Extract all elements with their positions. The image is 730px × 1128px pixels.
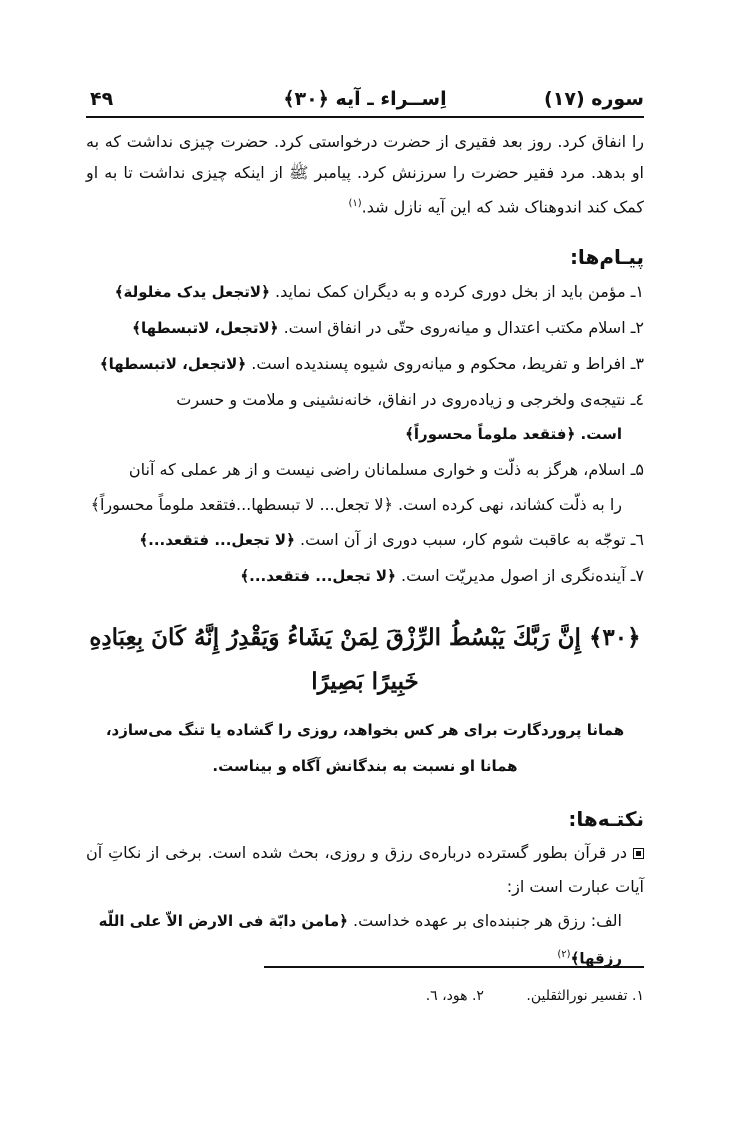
- quran-verse: [86, 616, 644, 704]
- footnotes: [86, 984, 644, 1008]
- footnote-ref-2: (۲): [557, 949, 571, 961]
- message-text: ٦ـ توجّه به عاقبت شوم کار، سبب دوری از آن است.: [300, 530, 644, 550]
- message-item: [86, 346, 644, 382]
- messages-title: پیـام‌ها:: [569, 245, 644, 270]
- intro-paragraph: [86, 126, 644, 222]
- translation-line-1: همانا پروردگارت برای هر کس بخواهد، روزی را گشاده یا تنگ می‌سازد،: [105, 721, 625, 740]
- message-item: [86, 274, 644, 310]
- message-item: [86, 522, 644, 558]
- footnote-1: ۱. تفسیر نورالثقلین.: [526, 988, 644, 1004]
- note-sub-text: الف: رزق هر جنبنده‌ای بر عهده خداست.: [353, 911, 622, 931]
- footnote-divider: [264, 966, 644, 968]
- message-text: ٧ـ آینده‌نگری از اصول مدیریّت است.: [400, 566, 644, 586]
- message-text: ۵ـ اسلام، هرگز به ذلّت و خواری مسلمانان راضی نیست و از هر عملی که آنان: [128, 460, 644, 480]
- message-item: [86, 452, 644, 522]
- footnote-2: ۲. هود، ٦.: [425, 988, 484, 1004]
- footnote-ref-1: (۱): [348, 198, 362, 209]
- intro-text: را انفاق کرد. روز بعد فقیری از حضرت درخواستی کرد. حضرت چیزی نداشت که به او بدهد. مرد فقیر حضرت را سرزنش کرد. پیامبر ﷺ از اینکه چیزی نداشت تا به او کمک کند اندوهناک شد که این آیه نازل شد.: [86, 132, 644, 217]
- message-item: [86, 310, 644, 346]
- note-sub-quote: ﴿مامن دابّة فی الارض الاّ علی اللّه رزقها﴾: [98, 912, 622, 968]
- message-quote: ﴿لا تجعل... فتقعد...﴾: [240, 567, 396, 586]
- message-text: ۲ـ اسلام مکتب اعتدال و میانه‌روی حتّی در انفاق است.: [283, 318, 644, 338]
- page-number: ۴۹: [90, 88, 114, 110]
- verse-label: اِســراء ـ آیه ﴿۳۰﴾: [283, 88, 447, 110]
- notes-title: نکتـه‌ها:: [568, 807, 644, 832]
- verse-line-1: ﴿۳۰﴾ إِنَّ رَبَّكَ يَبْسُطُ الرِّزْقَ لِمَنْ يَشَاءُ وَيَقْدِرُ إِنَّهُ كَانَ بِعِبَادِهِ: [89, 624, 641, 652]
- message-quote: ﴿لاتجعل یدک مغلولة﴾: [114, 283, 270, 302]
- message-text: ۳ـ افراط و تفریط، محکوم و میانه‌روی شیوه پسندیده است.: [251, 354, 644, 374]
- note-sub-item: [86, 904, 644, 975]
- note-bullet-text: در قرآن بطور گسترده درباره‌ی رزق و روزی، بحث شده است. برخی از نکاتِ آن آیات عبارت است از:: [86, 843, 644, 897]
- verse-line-2: خَبِيرًا بَصِيرًا: [311, 668, 419, 696]
- message-continuation: است. ﴿فتقعد ملوماً محسوراً﴾: [405, 425, 622, 444]
- message-quote: ﴿لاتجعل، لاتبسطها﴾: [132, 319, 279, 338]
- note-bullet-item: [86, 836, 644, 904]
- verse-translation: [86, 712, 644, 784]
- message-continuation: را به ذلّت کشاند، نهی کرده است. ﴿لا تجعل... لا تبسطها...فتقعد ملوماً محسوراً﴾: [90, 495, 622, 515]
- message-text: ۱ـ مؤمن باید از بخل دوری کرده و به دیگران کمک نماید.: [274, 282, 644, 302]
- page-body: [86, 126, 644, 976]
- surah-label: سوره (۱۷): [544, 88, 644, 110]
- message-text: ٤ـ نتیجه‌ی ولخرجی و زیاده‌روی در انفاق، خانه‌نشینی و ملامت و حسرت: [176, 390, 644, 410]
- message-item: [86, 558, 644, 594]
- message-quote: ﴿لا تجعل... فتقعد...﴾: [139, 531, 295, 550]
- message-item: [86, 382, 644, 452]
- translation-line-2: همانا او نسبت به بندگانش آگاه و بیناست.: [212, 757, 518, 776]
- square-bullet-icon: [633, 848, 644, 859]
- running-header: [86, 82, 644, 118]
- message-quote: ﴿لاتجعل، لاتبسطها﴾: [99, 355, 247, 374]
